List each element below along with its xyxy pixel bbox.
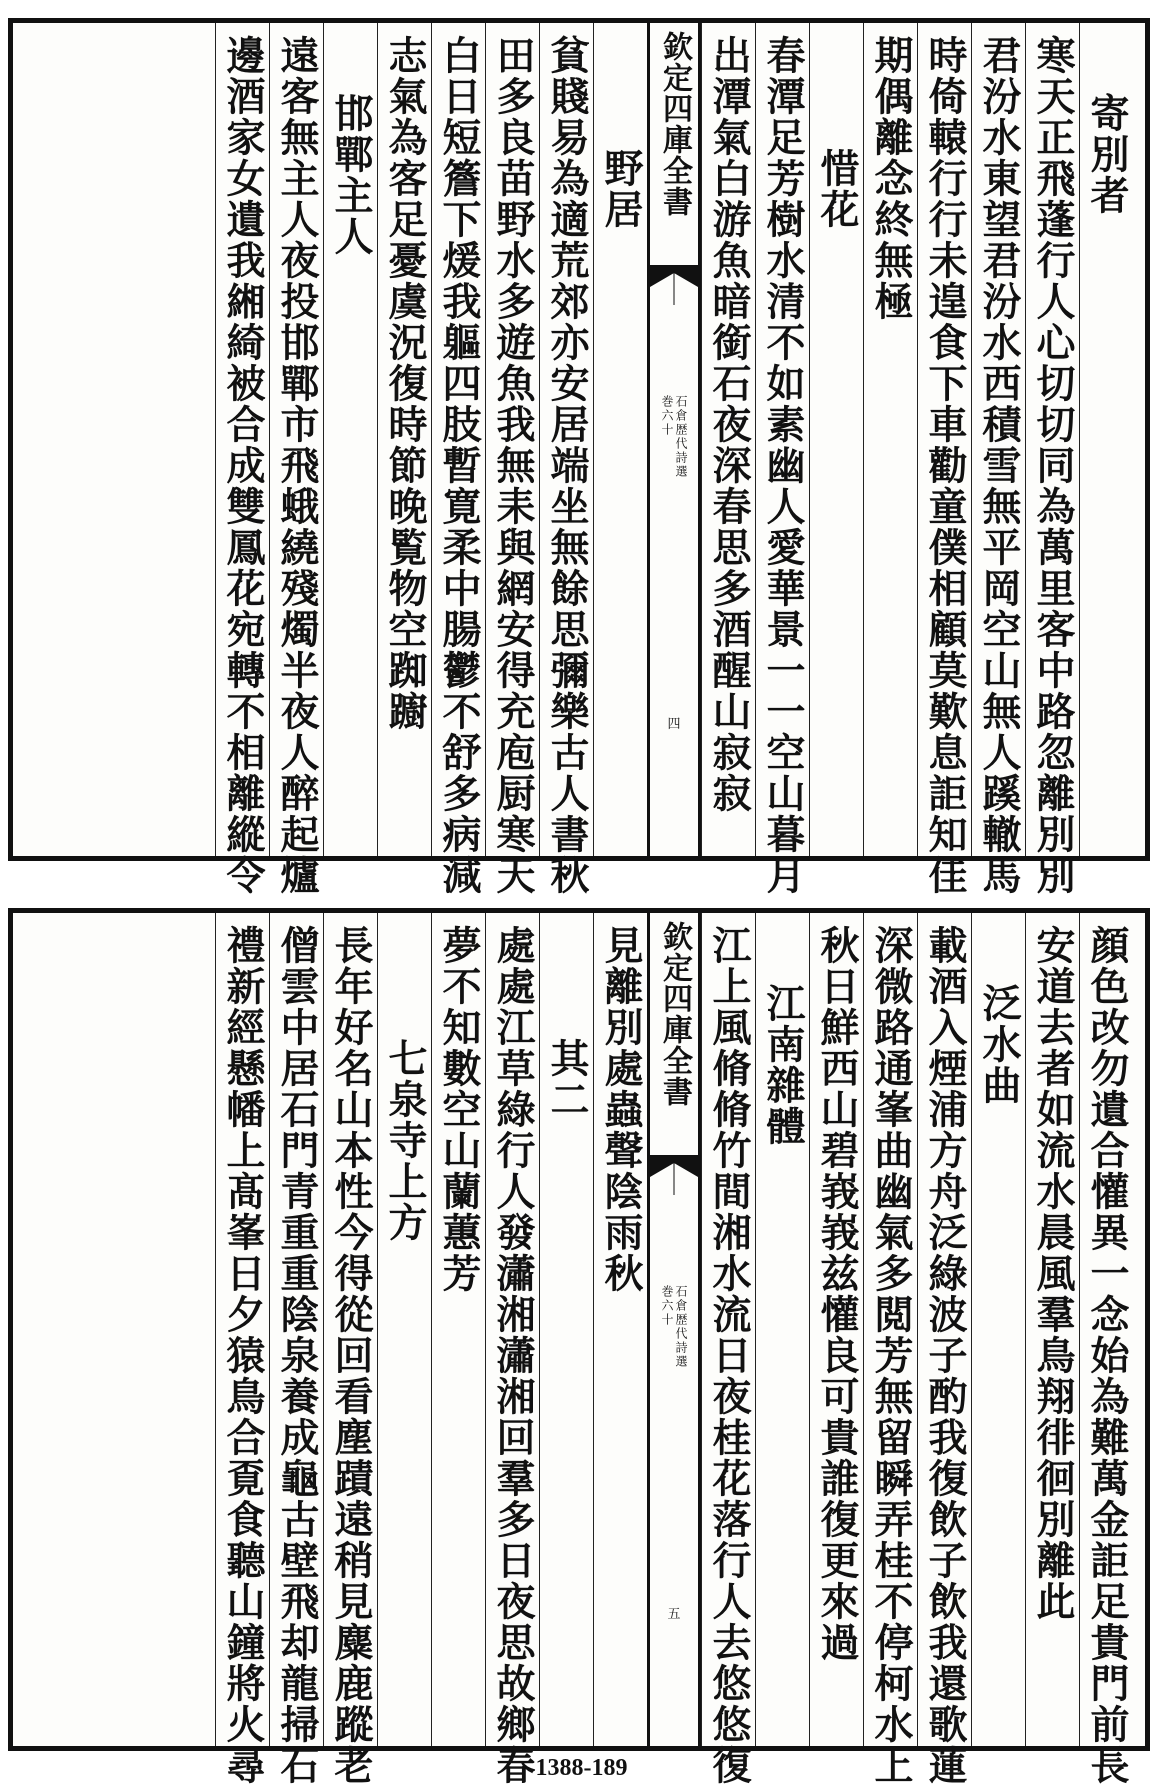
text-column	[485, 913, 539, 1786]
fishtail-mark-icon	[650, 265, 698, 305]
column-text: 田多良苗野水多遊魚我無耒與網安得充庖厨寒天	[490, 35, 536, 896]
text-column	[1079, 913, 1133, 1786]
text-column	[431, 23, 485, 896]
center-gutter	[647, 913, 701, 1746]
column-text: 寒天正飛蓬行人心切切同為萬里客中路忽離別別	[1030, 35, 1076, 896]
column-text: 深微路通峯曲幽氣多閲芳無留瞬弄桂不停柯水上	[868, 925, 914, 1786]
text-column	[377, 23, 431, 856]
gutter-book-title: 石倉歴代詩選	[674, 1285, 688, 1369]
text-column	[593, 23, 647, 856]
column-text: 貧賤易為適荒郊亦安居端坐無餘思彌樂古人書秋	[544, 35, 590, 896]
text-column	[215, 913, 269, 1786]
column-text: 顔色改勿遺合懽異一念始為難萬金詎足貴門前長	[1084, 925, 1130, 1786]
column-text: 出潭氣白游魚暗銜石夜深春思多酒醒山寂寂	[706, 35, 752, 814]
column-text: 夢不知數空山蘭蕙芳	[436, 925, 482, 1294]
top-page	[8, 18, 1150, 896]
text-column	[215, 23, 269, 896]
poem-title: 野居	[598, 148, 644, 230]
text-column	[863, 23, 917, 856]
text-column	[485, 23, 539, 896]
gutter-book-title: 石倉歴代詩選	[674, 395, 688, 479]
column-text: 江上風脩脩竹間湘水流日夜桂花落行人去悠悠復	[706, 925, 752, 1786]
text-column	[971, 913, 1025, 1746]
text-column	[1025, 23, 1079, 896]
text-column	[323, 913, 377, 1786]
scan-page-number: 1388-189	[535, 1755, 628, 1781]
text-column	[593, 913, 647, 1746]
column-text: 見離別處蟲聲陰雨秋	[598, 925, 644, 1294]
text-column	[917, 23, 971, 896]
poem-title: 七泉寺上方	[382, 1038, 428, 1243]
gutter-volume: 巻六十	[660, 395, 674, 437]
column-text: 春潭足芳樹水清不如素幽人愛華景一一空山暮月	[760, 35, 806, 896]
gutter-volume: 巻六十	[660, 1285, 674, 1327]
column-text: 遠客無主人夜投邯鄲市飛蛾繞殘燭半夜人醉起爐	[274, 35, 320, 896]
text-column	[539, 23, 593, 896]
text-column	[701, 23, 755, 856]
column-text: 白日短簷下煖我軀四肢暫寛柔中腸鬱不舒多病減	[436, 35, 482, 896]
text-column	[377, 913, 431, 1746]
column-text: 邊酒家女遺我緗綺被合成雙鳳花宛轉不相離縱令	[220, 35, 266, 896]
text-column	[431, 913, 485, 1746]
column-text: 秋日鮮西山碧峩峩兹懽良可貴誰復更來過	[814, 925, 860, 1663]
column-text: 僧雲中居石門青重重陰泉養成龜古壁飛却龍掃石	[274, 925, 320, 1786]
text-column	[269, 23, 323, 896]
column-text: 時倚轅行行未遑食下車勸童僕相顧莫歎息詎知佳	[922, 35, 968, 896]
text-column	[917, 913, 971, 1786]
text-column	[863, 913, 917, 1786]
text-column	[1025, 913, 1079, 1746]
fishtail-mark-icon	[650, 1155, 698, 1195]
poem-title: 寄別者	[1084, 93, 1130, 216]
text-column	[809, 23, 863, 856]
poem-title: 泛水曲	[976, 983, 1022, 1106]
gutter-title: 欽定四庫全書	[657, 921, 692, 1107]
text-column	[809, 913, 863, 1746]
poem-title: 邯鄲主人	[328, 93, 374, 257]
poem-title: 惜花	[814, 148, 860, 230]
column-text: 處處江草綠行人發瀟湘瀟湘回羣多日夜思故鄉春	[490, 925, 536, 1786]
column-text: 安道去者如流水晨風羣鳥翔徘徊別離此	[1030, 925, 1076, 1622]
text-column	[971, 23, 1025, 896]
text-column	[269, 913, 323, 1786]
text-column	[323, 23, 377, 856]
text-column	[539, 913, 593, 1746]
gutter-page-number: 四	[667, 717, 681, 732]
text-column	[701, 913, 755, 1786]
column-text: 期偶離念終無極	[868, 35, 914, 322]
gutter-page-number: 五	[667, 1607, 681, 1622]
column-text: 志氣為客足憂虞況復時節晚覧物空踟躕	[382, 35, 428, 732]
text-column	[755, 23, 809, 896]
page-margin	[1133, 23, 1145, 856]
poem-title: 其二	[544, 1038, 590, 1120]
column-text: 長年好名山本性今得從回看塵蹟遠稍見麋鹿蹤老	[328, 925, 374, 1786]
center-gutter	[647, 23, 701, 856]
column-text: 載酒入煙浦方舟泛綠波子酌我復飲子飲我還歌蓮	[922, 925, 968, 1786]
gutter-title: 欽定四庫全書	[657, 31, 692, 217]
text-column	[1079, 23, 1133, 856]
page-margin	[1133, 913, 1145, 1746]
text-column	[755, 913, 809, 1746]
poem-title: 江南雜體	[760, 983, 806, 1147]
column-text: 禮新經懸幡上髙峯日夕猿鳥合覔食聽山鐘將火尋	[220, 925, 266, 1786]
column-text: 君汾水東望君汾水西積雪無平岡空山無人蹊轍馬	[976, 35, 1022, 896]
